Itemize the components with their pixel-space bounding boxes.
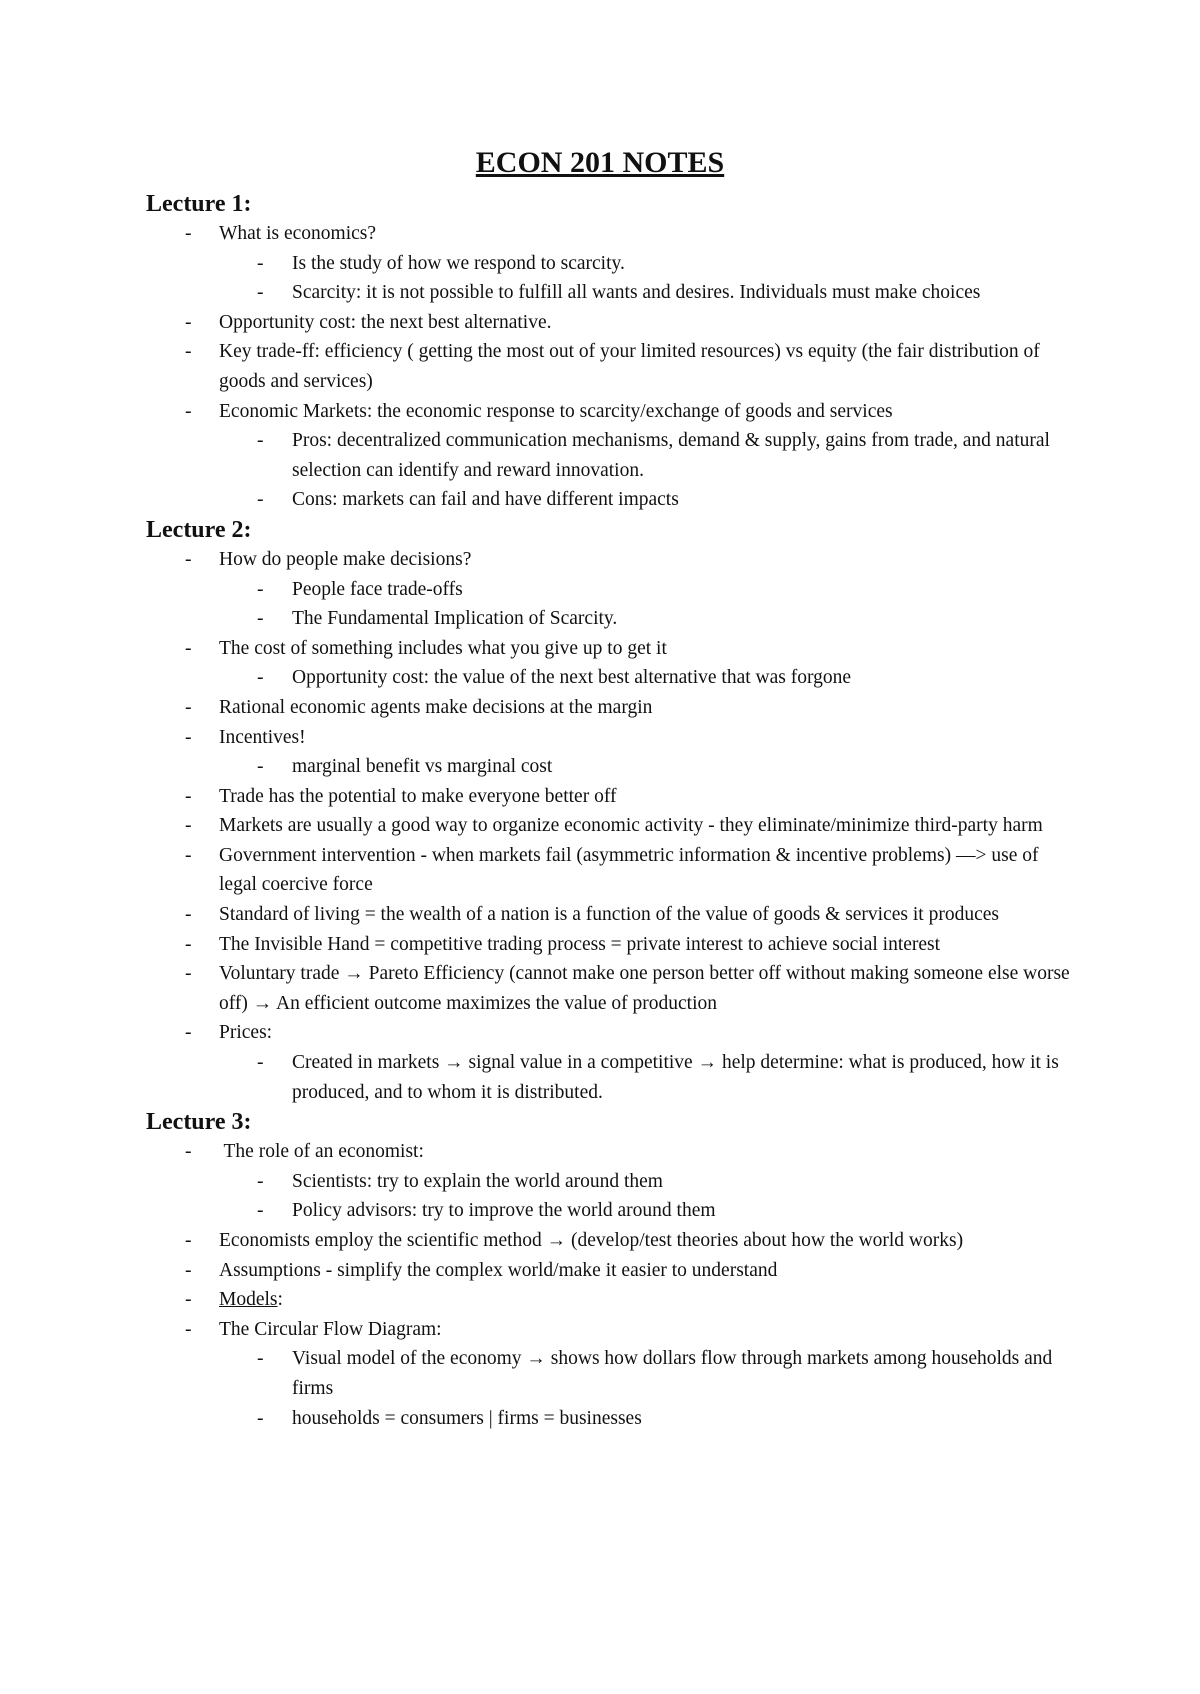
bullet-item <box>146 397 1076 427</box>
bullet-item <box>146 1285 1076 1315</box>
lecture-3-section <box>146 1107 1076 1433</box>
bullet-text: Scientists: try to explain the world around them <box>292 1170 663 1192</box>
bullet-text: Rational economic agents make decisions at the margin <box>219 696 653 718</box>
bullet-dash: - <box>257 430 264 452</box>
bullet-text: marginal benefit vs marginal cost <box>292 756 553 778</box>
sub-bullet-item <box>146 1404 1076 1434</box>
bullet-item <box>146 337 1076 396</box>
bullet-dash: - <box>257 1200 264 1222</box>
bullet-item <box>146 1256 1076 1286</box>
sub-bullet-item <box>146 575 1076 605</box>
bullet-item <box>146 219 1076 249</box>
bullet-dash: - <box>185 904 192 926</box>
bullet-text: What is economics? <box>219 223 377 244</box>
sub-bullet-item <box>146 1196 1076 1226</box>
bullet-dash: - <box>257 1348 264 1370</box>
bullet-item <box>146 959 1076 1018</box>
bullet-dash: - <box>257 608 264 630</box>
bullet-dash: - <box>185 223 192 244</box>
bullet-dash: - <box>185 311 192 333</box>
lecture-1-heading: Lecture 1: <box>146 191 252 217</box>
bullet-dash: - <box>257 578 264 600</box>
bullet-text: Prices: <box>219 1022 273 1044</box>
bullet-text: Opportunity cost: the next best alternative. <box>219 311 552 333</box>
bullet-text: Created in markets → signal value in a competitive → help determine: what is produced, how it is produced, and to whom it is distributed. <box>292 1052 1059 1103</box>
lecture-2-section <box>146 515 1076 1107</box>
bullet-text: The Fundamental Implication of Scarcity. <box>292 608 618 630</box>
bullet-text: Is the study of how we respond to scarcity. <box>292 252 625 274</box>
document-title: ECON 201 NOTES <box>475 146 725 179</box>
sub-bullet-item <box>146 752 1076 782</box>
lecture-3-heading: Lecture 3: <box>146 1109 252 1136</box>
bullet-text: Key trade-ff: efficiency ( getting the most out of your limited resources) vs equity (the fair distribution of goods and services) <box>219 341 1040 392</box>
sub-bullet-item <box>146 426 1076 485</box>
bullet-item <box>146 930 1076 960</box>
bullet-dash: - <box>185 963 192 985</box>
bullet-text: Scarcity: it is not possible to fulfill all wants and desires. Individuals must make choices <box>292 282 981 304</box>
models-underlined-text: Models <box>219 1289 278 1311</box>
bullet-dash: - <box>257 1170 264 1192</box>
sub-bullet-item <box>146 663 1076 693</box>
bullet-dash: - <box>185 844 192 866</box>
bullet-dash: - <box>185 1022 192 1044</box>
sub-bullet-item <box>146 1344 1076 1403</box>
bullet-text: Government intervention - when markets fail (asymmetric information & incentive problems) —> use of legal coercive force <box>219 844 1039 896</box>
sub-bullet-item <box>146 1167 1076 1197</box>
lecture-1-section <box>146 189 1076 515</box>
bullet-text: Opportunity cost: the value of the next best alternative that was forgone <box>292 667 852 689</box>
bullet-text: The Invisible Hand = competitive trading process = private interest to achieve social interest <box>219 933 941 955</box>
bullet-dash: - <box>185 1141 192 1163</box>
bullet-dash: - <box>185 548 192 570</box>
bullet-text: households = consumers | firms = businesses <box>292 1407 642 1429</box>
bullet-dash: - <box>257 282 264 304</box>
bullet-dash: - <box>257 667 264 689</box>
bullet-item <box>146 811 1076 841</box>
bullet-item <box>146 545 1076 575</box>
bullet-dash: - <box>185 637 192 659</box>
bullet-text: Economists employ the scientific method → (develop/test theories about how the world works) <box>219 1230 964 1251</box>
bullet-text: Markets are usually a good way to organize economic activity - they eliminate/minimize third-party harm <box>219 815 1043 837</box>
bullet-item <box>146 1226 1076 1256</box>
bullet-dash: - <box>185 815 192 837</box>
models-suffix: : <box>277 1289 283 1311</box>
bullet-dash: - <box>185 1289 192 1311</box>
bullet-item <box>146 693 1076 723</box>
bullet-text: Policy advisors: try to improve the world around them <box>292 1200 716 1222</box>
sub-bullet-item <box>146 485 1076 515</box>
bullet-item <box>146 1315 1076 1345</box>
bullet-text: How do people make decisions? <box>219 548 472 570</box>
bullet-text: Voluntary trade → Pareto Efficiency (cannot make one person better off without making someone else worse off) → An efficient outcome maximizes the value of production <box>219 963 1070 1014</box>
bullet-item <box>146 1018 1076 1048</box>
bullet-item <box>146 900 1076 930</box>
bullet-text: The Circular Flow Diagram: <box>219 1318 442 1340</box>
bullet-dash: - <box>185 1259 192 1281</box>
bullet-item <box>146 782 1076 812</box>
bullet-dash: - <box>257 489 264 511</box>
lecture-2-heading: Lecture 2: <box>146 516 252 543</box>
bullet-item <box>146 308 1076 338</box>
bullet-dash: - <box>185 341 192 363</box>
bullet-text: Cons: markets can fail and have different impacts <box>292 489 679 511</box>
bullet-dash: - <box>185 726 192 748</box>
bullet-dash: - <box>257 252 264 274</box>
bullet-text: Standard of living = the wealth of a nation is a function of the value of goods & services it produces <box>219 904 999 926</box>
bullet-text: Visual model of the economy → shows how dollars flow through markets among households and firms <box>292 1348 1053 1399</box>
sub-bullet-item <box>146 249 1076 279</box>
bullet-text: Pros: decentralized communication mechanisms, demand & supply, gains from trade, and natural selection can identify and reward innovation. <box>292 430 1050 481</box>
bullet-text: Incentives! <box>219 726 306 748</box>
bullet-item <box>146 841 1076 900</box>
notes-body <box>146 189 1076 1433</box>
bullet-item <box>146 723 1076 753</box>
bullet-text-models <box>219 1285 1076 1315</box>
bullet-item <box>146 634 1076 664</box>
bullet-dash: - <box>257 1407 264 1429</box>
bullet-text: Trade has the potential to make everyone better off <box>219 785 617 807</box>
bullet-dash: - <box>257 756 264 778</box>
bullet-dash: - <box>185 696 192 718</box>
bullet-item <box>146 1137 1076 1167</box>
bullet-text: People face trade-offs <box>292 578 463 600</box>
bullet-dash: - <box>185 1318 192 1340</box>
sub-bullet-item <box>146 604 1076 634</box>
bullet-dash: - <box>185 1230 192 1251</box>
bullet-dash: - <box>257 1052 264 1074</box>
bullet-text: The role of an economist: <box>219 1141 424 1163</box>
bullet-dash: - <box>185 400 192 422</box>
sub-bullet-item <box>146 278 1076 308</box>
sub-bullet-item <box>146 1048 1076 1107</box>
bullet-text: Assumptions - simplify the complex world/make it easier to understand <box>219 1259 778 1281</box>
bullet-text: The cost of something includes what you give up to get it <box>219 637 667 659</box>
bullet-dash: - <box>185 785 192 807</box>
bullet-dash: - <box>185 933 192 955</box>
bullet-text: Economic Markets: the economic response to scarcity/exchange of goods and services <box>219 400 893 422</box>
